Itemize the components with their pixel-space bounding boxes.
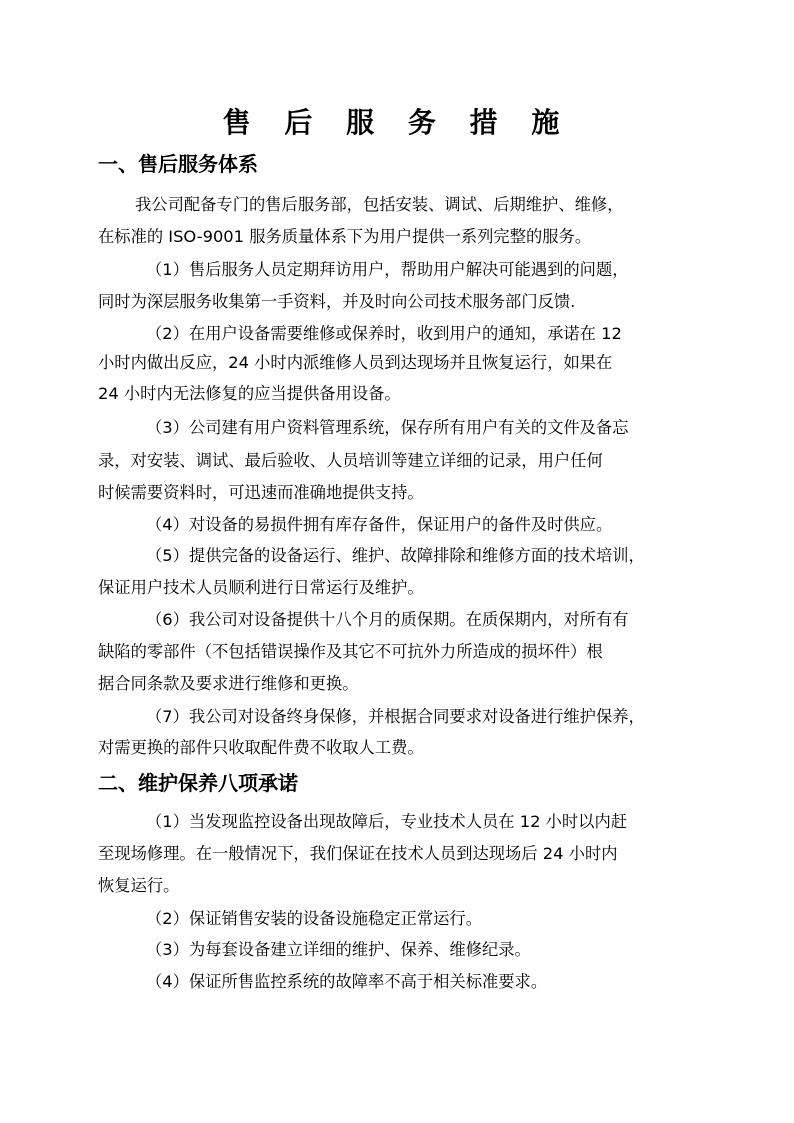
paragraph-line: （2）在用户设备需要维修或保养时，收到用户的通知，承诺在 12 bbox=[146, 324, 622, 343]
paragraph-line: 我公司配备专门的售后服务部，包括安装、调试、后期维护、维修， bbox=[135, 195, 624, 214]
paragraph-line: （5）提供完备的设备运行、维护、故障排除和维修方面的技术培训， bbox=[146, 546, 645, 565]
paragraph-line: （3）为每套设备建立详细的维护、保养、维修纪录。 bbox=[146, 940, 531, 959]
section-heading-service-system: 一、售后服务体系 bbox=[98, 152, 258, 176]
paragraph-line: 同时为深层服务收集第一手资料，并及时向公司技术服务部门反馈. bbox=[98, 292, 576, 311]
page-title: 售 后 服 务 措 施 bbox=[222, 106, 572, 139]
paragraph-line: 恢复运行。 bbox=[98, 876, 180, 895]
paragraph-line: （4）保证所售监控系统的故障率不高于相关标准要求。 bbox=[146, 972, 548, 991]
paragraph-line: （2）保证销售安装的设备设施稳定正常运行。 bbox=[146, 909, 482, 928]
paragraph-line: 据合同条款及要求进行维修和更换。 bbox=[98, 674, 359, 693]
paragraph-line: 至现场修理。在一般情况下，我们保证在技术人员到达现场后 24 小时内 bbox=[98, 844, 618, 863]
paragraph-line: （3）公司建有用户资料管理系统，保存所有用户有关的文件及备忘 bbox=[146, 418, 629, 437]
paragraph-line: 小时内做出反应，24 小时内派维修人员到达现场并且恢复运行，如果在 bbox=[98, 353, 613, 372]
paragraph-line: （6）我公司对设备提供十八个月的质保期。在质保期内，对所有有 bbox=[146, 610, 629, 629]
paragraph-line: （1）售后服务人员定期拜访用户，帮助用户解决可能遇到的问题， bbox=[146, 260, 629, 279]
paragraph-line: （4）对设备的易损件拥有库存备件，保证用户的备件及时供应。 bbox=[146, 515, 613, 534]
paragraph-line: （7）我公司对设备终身保修，并根据合同要求对设备进行维护保养， bbox=[146, 707, 645, 726]
paragraph-line: 时候需要资料时，可迅速而准确地提供支持。 bbox=[98, 483, 424, 502]
paragraph-line: 在标准的 ISO-9001 服务质量体系下为用户提供一系列完整的服务。 bbox=[98, 227, 592, 246]
paragraph-line: 保证用户技术人员顺利进行日常运行及维护。 bbox=[98, 578, 424, 597]
paragraph-line: 对需更换的部件只收取配件费不收取人工费。 bbox=[98, 738, 424, 757]
paragraph-line: 缺陷的零部件（不包括错误操作及其它不可抗外力所造成的损坏件）根 bbox=[98, 642, 603, 661]
paragraph-line: 24 小时内无法修复的应当提供备用设备。 bbox=[98, 384, 401, 403]
paragraph-line: 录，对安装、调试、最后验收、人员培训等建立详细的记录，用户任何 bbox=[98, 451, 603, 470]
section-heading-maintenance-commitments: 二、维护保养八项承诺 bbox=[98, 771, 298, 795]
paragraph-line: （1）当发现监控设备出现故障后，专业技术人员在 12 小时以内赶 bbox=[146, 812, 628, 831]
